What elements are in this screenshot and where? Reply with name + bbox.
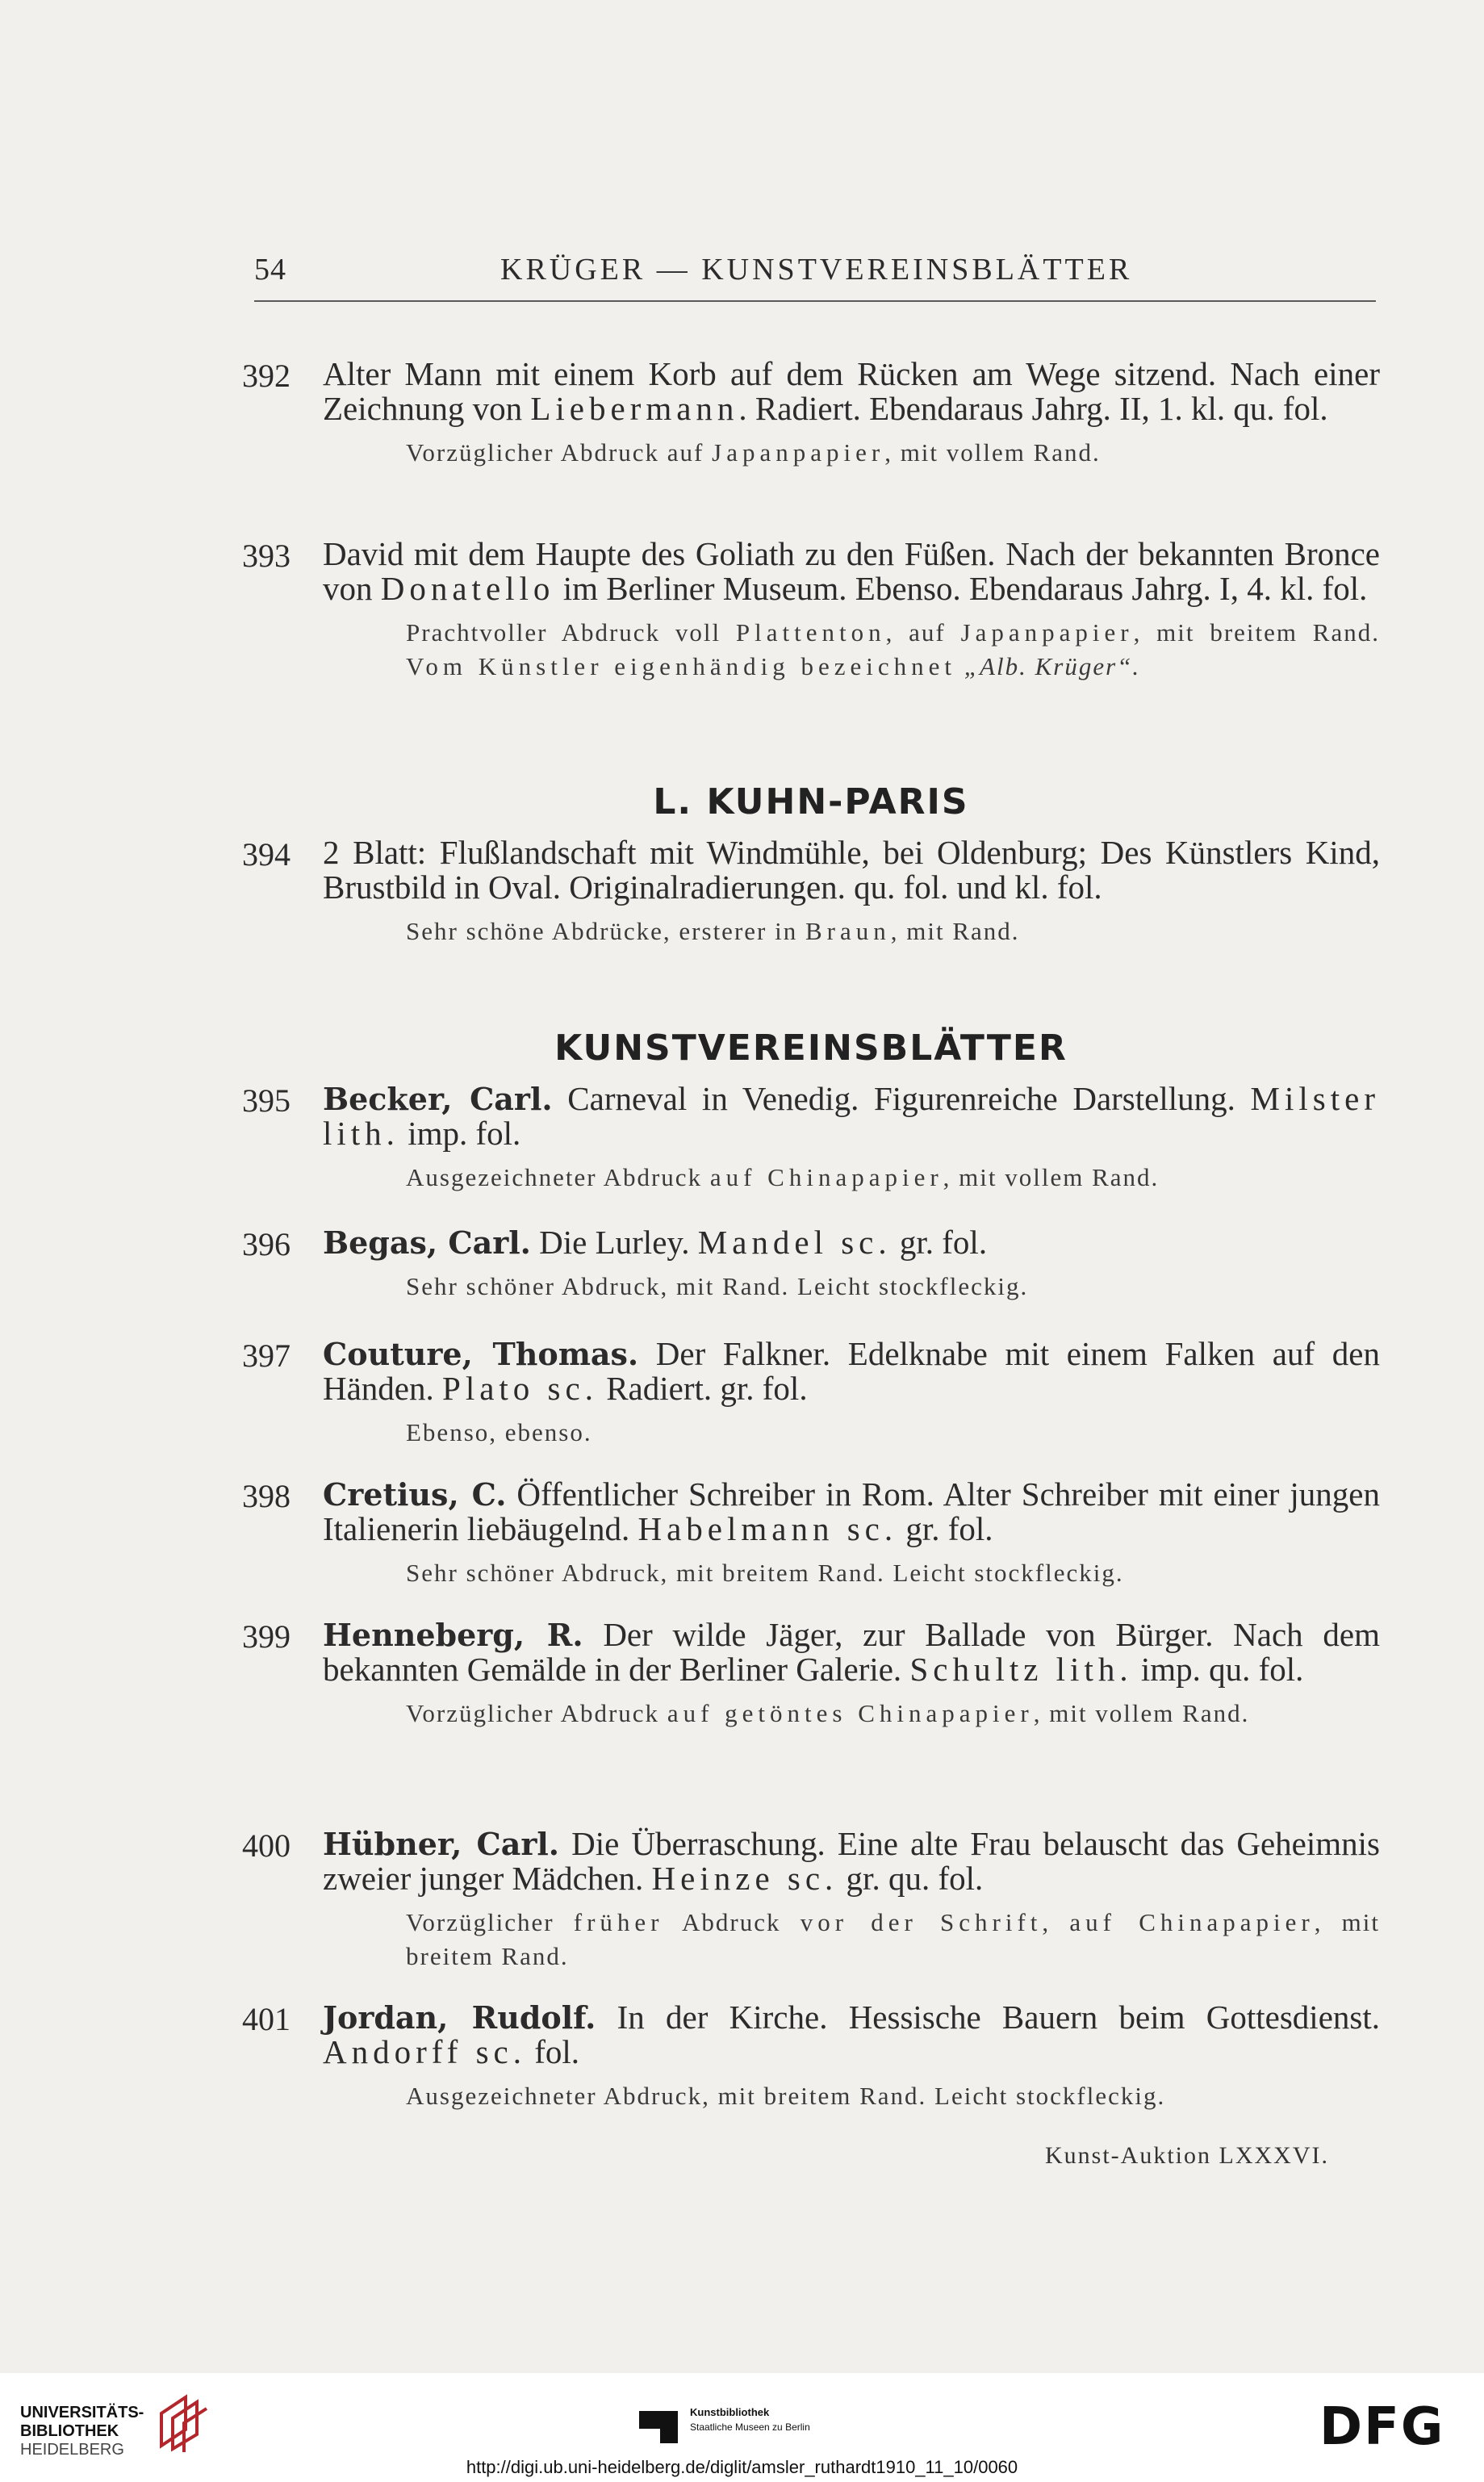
catalog-entry-393	[242, 537, 1380, 684]
catalog-entry-395	[242, 1082, 1380, 1195]
source-url[interactable]: http://digi.ub.uni-heidelberg.de/diglit/amsler_ruthardt1910_11_10/0060	[466, 2457, 1018, 2477]
auction-signature: Kunst-Auktion LXXXVI.	[1045, 2142, 1329, 2169]
entry-description: Jordan, Rudolf. In der Kirche. Hessische Bauern beim Gottesdienst. Andorff sc. fol.	[323, 1999, 1380, 2070]
catalog-entry-398	[242, 1477, 1380, 1590]
entry-condition-note: Vorzüglicher früher Abdruck vor der Schrift, auf Chinapapier, mit breitem Rand.	[406, 1908, 1381, 1970]
entry-description: Couture, Thomas. Der Falkner. Edelknabe mit einem Falken auf den Händen. Plato sc. Radiert. gr. fol.	[323, 1335, 1380, 1407]
catalog-entry-394	[242, 835, 1380, 948]
engraver-name: Habelmann sc.	[637, 1510, 898, 1547]
entry-description: Hübner, Carl. Die Überraschung. Eine alte Frau belauscht das Geheimnis zweier junger Mädchen. Heinze sc. gr. qu. fol.	[323, 1825, 1380, 1897]
page-header	[254, 252, 1376, 308]
entry-condition-note: Ausgezeichneter Abdruck, mit breitem Rand. Leicht stockfleckig.	[406, 2082, 1166, 2110]
engraver-name: Heinze sc.	[651, 1860, 838, 1897]
entry-number: 399	[242, 1618, 291, 1655]
entry-number: 396	[242, 1226, 291, 1262]
kunstbibliothek-wordmark: Kunstbibliothek Staatliche Museen zu Berlin	[690, 2406, 810, 2433]
kunstbibliothek-logo-icon	[636, 2408, 681, 2446]
entry-condition-note: Sehr schöne Abdrücke, ersterer in Braun, mit Rand.	[406, 917, 1020, 945]
university-library-logo-icon	[153, 2389, 210, 2454]
entry-condition-note: Vorzüglicher Abdruck auf Japanpapier, mit vollem Rand.	[406, 438, 1101, 467]
running-title: KRÜGER — KUNSTVEREINSBLÄTTER	[500, 253, 1133, 287]
section-title-kunstvereinsblaetter: KUNSTVEREINSBLÄTTER	[554, 1028, 1068, 1069]
catalog-entry-401	[242, 2000, 1380, 2113]
artist-heading: Jordan, Rudolf.	[323, 1999, 596, 2036]
header-rule	[254, 300, 1376, 302]
entry-description: Alter Mann mit einem Korb auf dem Rücken am Wege sitzend. Nach einer Zeichnung von Liebermann. Radiert. Ebendaraus Jahrg. II, 1. kl. qu. fol.	[323, 355, 1380, 427]
entry-number: 395	[242, 1082, 291, 1119]
entry-number: 392	[242, 358, 291, 394]
digitization-footer	[0, 2373, 1484, 2482]
artist-name: Donatello	[380, 570, 555, 607]
entry-description: Becker, Carl. Carneval in Venedig. Figurenreiche Darstellung. Milster lith. imp. fol.	[323, 1080, 1380, 1152]
entry-number: 398	[242, 1478, 291, 1514]
entry-condition-note: Prachtvoller Abdruck voll Plattenton, auf Japanpapier, mit breitem Rand. Vom Künstler eigenhändig bezeichnet „Alb. Krüger“.	[406, 618, 1380, 680]
entry-number: 397	[242, 1337, 291, 1374]
artist-name: Liebermann	[530, 390, 739, 427]
engraver-name: Andorff sc.	[323, 2033, 526, 2070]
artist-heading: Henneberg, R.	[323, 1617, 583, 1653]
entry-number: 393	[242, 538, 291, 574]
entry-condition-note: Ebenso, ebenso.	[406, 1418, 592, 1446]
engraver-name: Plato sc.	[442, 1370, 598, 1407]
dfg-logo: DFG	[1319, 2397, 1445, 2457]
entry-condition-note: Ausgezeichneter Abdruck auf Chinapapier, mit vollem Rand.	[406, 1163, 1160, 1191]
catalog-entry-396	[242, 1225, 1380, 1304]
entry-number: 401	[242, 2001, 291, 2037]
catalog-entry-400	[242, 1827, 1380, 1973]
entry-description: Cretius, C. Öffentlicher Schreiber in Rom. Alter Schreiber mit einer jungen Italienerin liebäugelnd. Habelmann sc. gr. fol.	[323, 1475, 1380, 1547]
artist-heading: Couture, Thomas.	[323, 1336, 639, 1372]
engraver-name: Schultz lith.	[909, 1651, 1133, 1688]
entry-condition-note: Vorzüglicher Abdruck auf getöntes Chinapapier, mit vollem Rand.	[406, 1699, 1250, 1727]
catalog-entry-397	[242, 1337, 1380, 1450]
entry-description: 2 Blatt: Flußlandschaft mit Windmühle, bei Oldenburg; Des Künstlers Kind, Brustbild in Oval. Originalradierungen. qu. fol. und kl. fol.	[323, 834, 1380, 906]
engraver-name: Milster lith.	[323, 1080, 1380, 1152]
catalog-entry-392	[242, 357, 1380, 470]
page-number: 54	[254, 253, 286, 287]
artist-heading: Becker, Carl.	[323, 1081, 553, 1117]
entry-description: Henneberg, R. Der wilde Jäger, zur Ballade von Bürger. Nach dem bekannten Gemälde in der Berliner Galerie. Schultz lith. imp. qu. fol.	[323, 1616, 1380, 1688]
entry-number: 400	[242, 1827, 291, 1864]
university-library-wordmark: UNIVERSITÄTS- BIBLIOTHEK HEIDELBERG	[20, 2404, 144, 2459]
engraver-name: Mandel sc.	[697, 1224, 892, 1261]
entry-number: 394	[242, 836, 291, 873]
section-title-kuhn: L. KUHN-PARIS	[653, 781, 969, 822]
artist-heading: Hübner, Carl.	[323, 1826, 560, 1862]
entry-description: Begas, Carl. Die Lurley. Mandel sc. gr. fol.	[323, 1224, 988, 1261]
artist-heading: Cretius, C.	[323, 1476, 507, 1513]
artist-heading: Begas, Carl.	[323, 1224, 531, 1261]
entry-condition-note: Sehr schöner Abdruck, mit breitem Rand. Leicht stockfleckig.	[406, 1559, 1124, 1587]
entry-description: David mit dem Haupte des Goliath zu den Füßen. Nach der bekannten Bronce von Donatello im Berliner Museum. Ebenso. Ebendaraus Jahrg. I, 4. kl. fol.	[323, 535, 1380, 607]
entry-condition-note: Sehr schöner Abdruck, mit Rand. Leicht stockfleckig.	[406, 1272, 1029, 1300]
catalog-entry-399	[242, 1618, 1380, 1731]
